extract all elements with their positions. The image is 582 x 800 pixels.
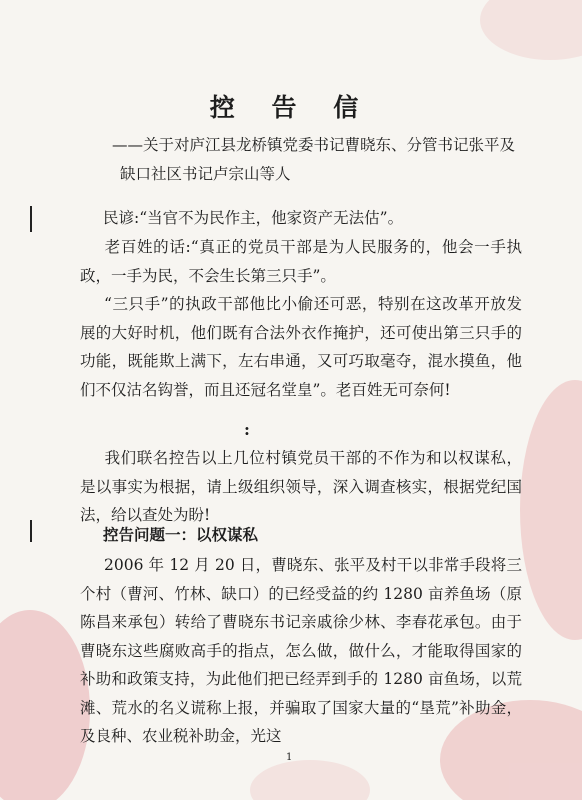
paragraph-text: 老百姓的话:“真正的党员干部是为人民服务的，他会一手执政，一手为民，不会生长第三只手”。 [80,238,522,285]
red-stain [480,0,582,60]
paragraph-joint-complaint [80,444,522,530]
paragraph-common-saying [80,233,522,290]
paragraph-proverb: 民谚:“当官不为民作主，他家资产无法估”。 [103,209,404,227]
document-title: 控 告 信 [209,93,373,122]
paragraph-text: 2006 年 12 月 20 日，曹晓东、张平及村干以非常手段将三个村（曹河、竹林、缺口）的已经受益的约 1280 亩养鱼场（原陈昌来承包）转给了曹晓东书记亲戚徐少林、李春花承包。由于曹晓东这些腐败高手的指点，怎么做，做什么，才能取得国家的补助和政策支持，为此他们把已经弄到手的 1280 亩鱼场，以荒滩、荒水的名义谎称上报，并骗取了国家大量的“垦荒”补助金，及良种、农业税补助金，光这 [80,556,522,745]
section-heading: 控告问题一：以权谋私 [103,526,259,544]
subtitle-line-2: 缺口社区书记卢宗山等人 [120,165,291,183]
red-stain [250,760,370,800]
page-number: 1 [286,752,293,763]
margin-mark [30,206,32,232]
paragraph-three-hands [80,290,522,404]
paragraph-fish-farm [80,551,522,751]
separator-mark: : [244,420,250,439]
paragraph-text: 我们联名控告以上几位村镇党员干部的不作为和以权谋私，是以事实为根据，请上级组织领导，深入调查核实，根据党纪国法，给以查处为盼! [80,449,522,524]
red-stain [520,380,582,640]
subtitle-line-1: ——关于对庐江县龙桥镇党委书记曹晓东、分管书记张平及 [112,136,516,154]
red-stain [0,610,90,800]
margin-mark [30,520,32,542]
document-subtitle [112,131,552,189]
paragraph-text: “三只手”的执政干部他比小偷还可恶，特别在这改革开放发展的大好时机，他们既有合法外衣作掩护，还可使出第三只手的功能，既能欺上满下，左右串通，又可巧取毫夺，混水摸鱼，他们不仅沽名钩誉，而且还冠名堂皇”。老百姓无可奈何! [80,295,522,399]
